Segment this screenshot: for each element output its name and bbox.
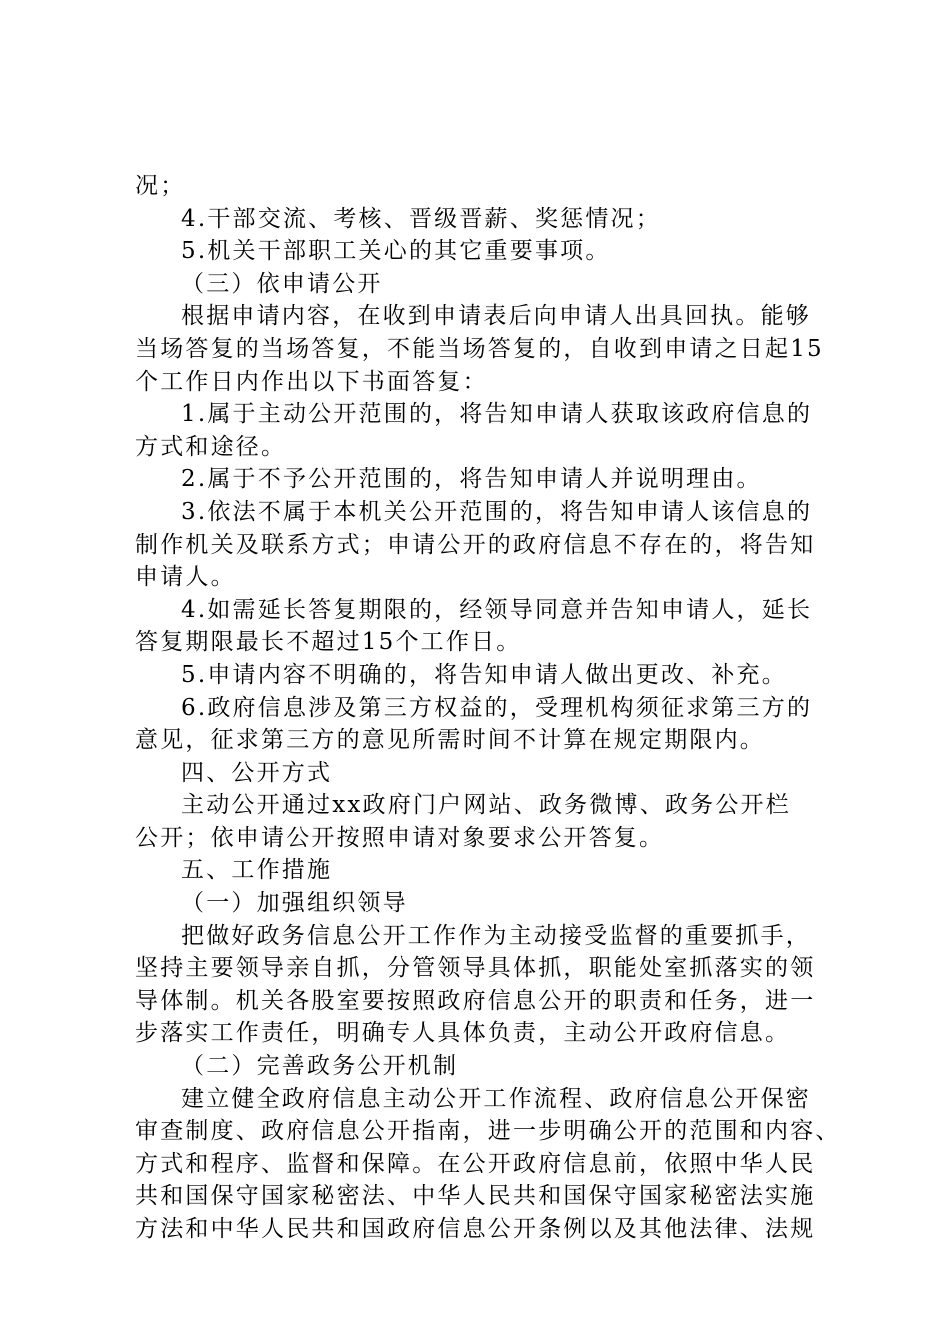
paragraph-line: 根据申请内容，在收到申请表后向申请人出具回执。能够 (181, 303, 811, 330)
paragraph-line: 共和国保守国家秘密法、中华人民共和国保守国家秘密法实施 (135, 1183, 816, 1210)
paragraph-line: 答复期限最长不超过15个工作日。 (135, 629, 522, 656)
paragraph-line: 把做好政务信息公开工作作为主动接受监督的重要抓手， (181, 922, 811, 949)
paragraph-line: 公开；依申请公开按照申请对象要求公开答复。 (135, 824, 665, 851)
list-item: 3.依法不属于本机关公开范围的，将告知申请人该信息的 (181, 498, 813, 525)
paragraph-line: 建立健全政府信息主动公开工作流程、政府信息公开保密 (181, 1085, 811, 1112)
section-heading: （一）加强组织领导 (181, 890, 408, 917)
paragraph-line: 坚持主要领导亲自抓，分管领导具体抓，职能处室抓落实的领 (135, 955, 816, 982)
paragraph-line: 制作机关及联系方式；申请公开的政府信息不存在的，将告知 (135, 531, 816, 558)
list-item: 2.属于不予公开范围的，将告知申请人并说明理由。 (181, 466, 762, 493)
paragraph-line: 方式和程序、监督和保障。在公开政府信息前，依照中华人民 (135, 1150, 816, 1177)
paragraph-line: 意见，征求第三方的意见所需时间不计算在规定期限内。 (135, 727, 765, 754)
paragraph-line: 申请人。 (135, 564, 236, 591)
list-item: 5.申请内容不明确的，将告知申请人做出更改、补充。 (181, 661, 787, 688)
section-heading: （二）完善政务公开机制 (181, 1053, 459, 1080)
paragraph-line: 审查制度、政府信息公开指南，进一步明确公开的范围和内容、 (135, 1118, 841, 1145)
paragraph-line: 步落实工作责任，明确专人具体负责，主动公开政府信息。 (135, 1020, 791, 1047)
paragraph-line: 方法和中华人民共和国政府信息公开条例以及其他法律、法规 (135, 1216, 816, 1242)
paragraph-line: 方式和途径。 (135, 433, 287, 460)
list-item: 6.政府信息涉及第三方权益的，受理机构须征求第三方的 (181, 694, 813, 721)
section-heading: 五、工作措施 (181, 857, 333, 884)
section-heading: 四、公开方式 (181, 759, 333, 786)
text-line: 况； (135, 173, 186, 199)
list-item: 1.属于主动公开范围的，将告知申请人获取该政府信息的 (181, 401, 813, 428)
list-item: 4.如需延长答复期限的，经领导同意并告知申请人，延长 (181, 596, 813, 623)
list-item: 4.干部交流、考核、晋级晋薪、奖惩情况； (181, 205, 661, 232)
document-body (135, 170, 841, 1246)
paragraph-line: 当场答复的当场答复，不能当场答复的，自收到申请之日起15 (135, 335, 824, 362)
list-item: 5.机关干部职工关心的其它重要事项。 (181, 238, 611, 265)
paragraph-line: 主动公开通过xx政府门户网站、政务微博、政务公开栏 (181, 792, 791, 819)
paragraph-line: 个工作日内作出以下书面答复： (135, 368, 488, 395)
section-heading: （三）依申请公开 (181, 270, 383, 297)
paragraph-line: 导体制。机关各股室要按照政府信息公开的职责和任务，进一 (135, 987, 816, 1014)
